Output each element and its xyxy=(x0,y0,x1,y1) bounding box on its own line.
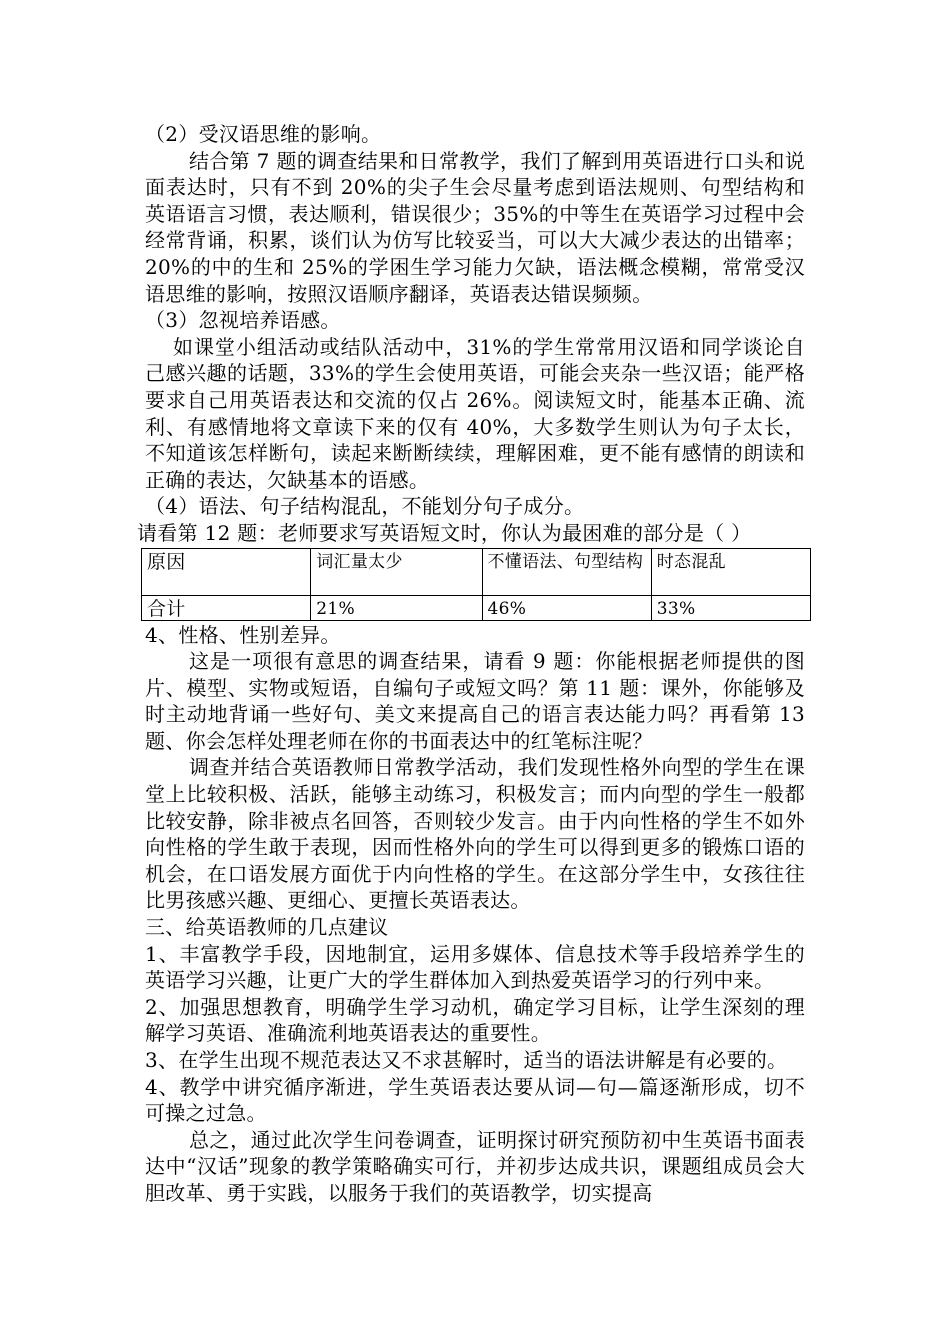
table-total-row xyxy=(142,595,811,620)
survey-question-12: 请看第 12 题：老师要求写英语短文时，你认为最困难的部分是（ ） xyxy=(137,520,752,545)
table-cell: 21% xyxy=(311,595,482,620)
table-cell: 46% xyxy=(482,595,651,620)
table-cell: 不懂语法、句型结构 xyxy=(482,548,651,595)
difficulty-table xyxy=(141,548,811,621)
part-heading-4: 4、性格、性别差异。 xyxy=(145,622,341,647)
section-paragraph-2: 结合第 7 题的调查结果和日常教学，我们了解到用英语进行口头和说面表达时，只有不到 20%的尖子生会尽量考虑到语法规则、句型结构和英语语言习惯，表达顺利，错误很少；35%的中等生在英语学习过程中会经常背诵，积累，谈们认为仿写比较妥当，可以大大减少表达的出错率；20%的中的生和 25%的学困生学习能力欠缺，语法概念模糊，常常受汉语思维的影响，按照汉语顺序翻译，英语表达错误频频。 xyxy=(145,148,805,306)
part-4-paragraph-2: 调查并结合英语教师日常教学活动，我们发现性格外向型的学生在课堂上比较积极、活跃，能够主动练习，积极发言；而内向型的学生一般都比较安静，除非被点名回答，否则较少发言。由于内向性格的学生不如外向性格的学生敢于表现，因而性格外向的学生可以得到更多的锻炼口语的机会，在口语发展方面优于内向性格的学生。在这部分学生中，女孩往往比男孩感兴趣、更细心、更擅长英语表达。 xyxy=(145,755,805,913)
suggestion-item: 3、在学生出现不规范表达又不求甚解时，适当的语法讲解是有必要的。 xyxy=(145,1048,788,1072)
part-heading-3: 三、给英语教师的几点建议 xyxy=(145,915,389,940)
suggestion-item: 2、加强思想教育，明确学生学习动机，确定学习目标，让学生深刻的理解学习英语、准确流利地英语表达的重要性。 xyxy=(145,994,805,1046)
document-page xyxy=(137,121,805,1207)
suggestion-item: 4、教学中讲究循序渐进，学生英语表达要从词—句—篇逐渐形成，切不可操之过急。 xyxy=(145,1074,805,1126)
table-header-row xyxy=(142,548,811,595)
section-heading-2: （2）受汉语思维的影响。 xyxy=(145,122,382,146)
table-cell: 合计 xyxy=(142,595,311,620)
section-heading-4: （4）语法、句子结构混乱，不能划分句子成分。 xyxy=(145,494,585,519)
table-cell: 33% xyxy=(651,595,810,620)
table-cell: 词汇量太少 xyxy=(311,548,482,595)
section-heading-3: （3）忽视培养语感。 xyxy=(145,308,341,333)
table-cell: 原因 xyxy=(142,548,311,595)
conclusion-paragraph: 总之，通过此次学生问卷调查，证明探讨研究预防初中生英语书面表达中“汉话”现象的教学策略确实可行，并初步达成共识，课题组成员会大胆改革、勇于实践，以服务于我们的英语教学，切实提高 xyxy=(145,1127,805,1205)
section-paragraph-3: 如课堂小组活动或结队活动中，31%的学生常常用汉语和同学谈论自己感兴趣的话题，33%的学生会使用英语，可能会夹杂一些汉语；能严格要求自己用英语表达和交流的仅占 26%。阅读短文时，能基本正确、流利、有感情地将文章读下来的仅有 40%，大多数学生则认为句子太长，不知道该怎样断句，读起来断断续续，理解困难，更不能有感情的朗读和正确的表达，欠缺基本的语感。 xyxy=(145,334,805,492)
suggestion-item: 1、丰富教学手段，因地制宜，运用多媒体、信息技术等手段培养学生的英语学习兴趣，让更广大的学生群体加入到热爱英语学习的行列中来。 xyxy=(145,941,805,993)
table-cell: 时态混乱 xyxy=(651,548,810,595)
part-4-paragraph-1: 这是一项很有意思的调查结果，请看 9 题：你能根据老师提供的图片、模型、实物或短语，自编句子或短文吗？第 11 题：课外，你能够及时主动地背诵一些好句、美文来提高自己的语言表达能力吗？再看第 13 题、你会怎样处理老师在你的书面表达中的红笔标注呢？ xyxy=(145,649,805,753)
